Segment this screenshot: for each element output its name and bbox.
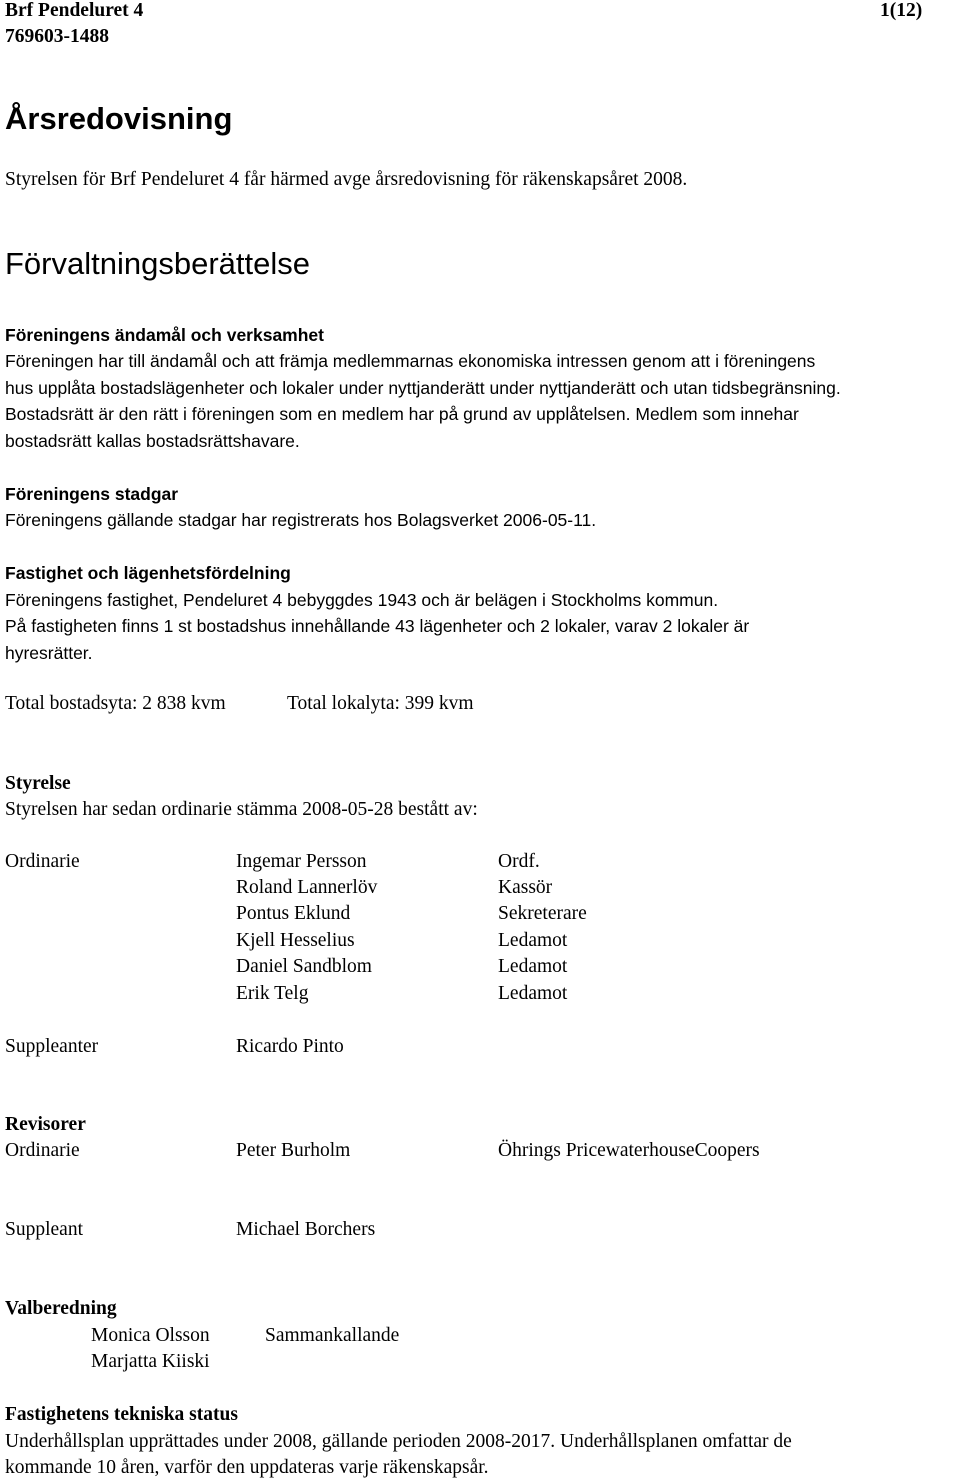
board-member-role: Ledamot	[498, 983, 568, 1004]
board-member-name: Daniel Sandblom	[236, 956, 372, 977]
page-number: 1(12)	[880, 0, 923, 21]
nomination-member-2: Marjatta Kiiski	[91, 1351, 210, 1372]
board-ordinary-label: Ordinarie	[5, 851, 80, 872]
board-member-name: Kjell Hesselius	[236, 930, 355, 951]
technical-status-line-1: Underhållsplan upprättades under 2008, gällande perioden 2008-2017. Underhållsplanen omfattar de	[5, 1431, 792, 1452]
nomination-member-1-role: Sammankallande	[265, 1325, 400, 1346]
property-heading: Fastighet och lägenhetsfördelning	[5, 563, 291, 583]
statutes-heading: Föreningens stadgar	[5, 484, 179, 504]
residential-area: Total bostadsyta: 2 838 kvm	[5, 693, 226, 714]
property-line-2: På fastigheten finns 1 st bostadshus innehållande 43 lägenheter och 2 lokaler, varav 2 lokaler är	[5, 616, 750, 636]
board-heading: Styrelse	[5, 773, 71, 794]
purpose-line-4: bostadsrätt kallas bostadsrättshavare.	[5, 431, 300, 451]
commercial-area: Total lokalyta: 399 kvm	[287, 693, 474, 714]
property-line-3: hyresrätter.	[5, 643, 93, 663]
technical-status-heading: Fastighetens tekniska status	[5, 1404, 238, 1425]
board-member-role: Sekreterare	[498, 903, 587, 924]
technical-status-line-2: kommande 10 åren, varför den uppdateras varje räkenskapsår.	[5, 1457, 489, 1478]
board-deputies-label: Suppleanter	[5, 1036, 99, 1057]
auditor-ordinary-name: Peter Burholm	[236, 1140, 351, 1161]
purpose-line-1: Föreningen har till ändamål och att främja medlemmarnas ekonomiska intressen genom att i föreningens	[5, 351, 816, 371]
auditors-ordinary-label: Ordinarie	[5, 1140, 80, 1161]
board-member-name: Roland Lannerlöv	[236, 877, 378, 898]
purpose-heading: Föreningens ändamål och verksamhet	[5, 325, 324, 345]
purpose-line-3: Bostadsrätt är den rätt i föreningen som en medlem har på grund av upplåtelsen. Medlem som innehar	[5, 404, 799, 424]
purpose-line-2: hus upplåta bostadslägenheter och lokaler under nyttjanderätt under nyttjanderätt och utan tidsbegränsning.	[5, 378, 841, 398]
board-member-name: Ingemar Persson	[236, 851, 367, 872]
board-member-name: Erik Telg	[236, 983, 309, 1004]
organization-number: 769603-1488	[5, 26, 109, 47]
organization-name: Brf Pendeluret 4	[5, 0, 144, 21]
board-member-role: Ledamot	[498, 956, 568, 977]
statutes-text: Föreningens gällande stadgar har registrerats hos Bolagsverket 2006-05-11.	[5, 510, 597, 530]
board-member-role: Ledamot	[498, 930, 568, 951]
document-title: Årsredovisning	[5, 101, 233, 136]
board-member-role: Ordf.	[498, 851, 540, 872]
board-intro: Styrelsen har sedan ordinarie stämma 2008-05-28 bestått av:	[5, 799, 478, 820]
nomination-heading: Valberedning	[5, 1298, 117, 1319]
auditor-firm: Öhrings PricewaterhouseCoopers	[498, 1140, 760, 1161]
nomination-member-1: Monica Olsson	[91, 1325, 210, 1346]
board-member-role: Kassör	[498, 877, 553, 898]
auditor-deputy-name: Michael Borchers	[236, 1219, 376, 1240]
property-line-1: Föreningens fastighet, Pendeluret 4 bebyggdes 1943 och är belägen i Stockholms kommun.	[5, 590, 719, 610]
board-deputy-name: Ricardo Pinto	[236, 1036, 344, 1057]
section-heading-management-report: Förvaltningsberättelse	[5, 246, 310, 281]
board-member-name: Pontus Eklund	[236, 903, 351, 924]
intro-text: Styrelsen för Brf Pendeluret 4 får härmed avge årsredovisning för räkenskapsåret 2008.	[5, 169, 688, 190]
auditors-heading: Revisorer	[5, 1114, 86, 1135]
auditors-deputy-label: Suppleant	[5, 1219, 83, 1240]
